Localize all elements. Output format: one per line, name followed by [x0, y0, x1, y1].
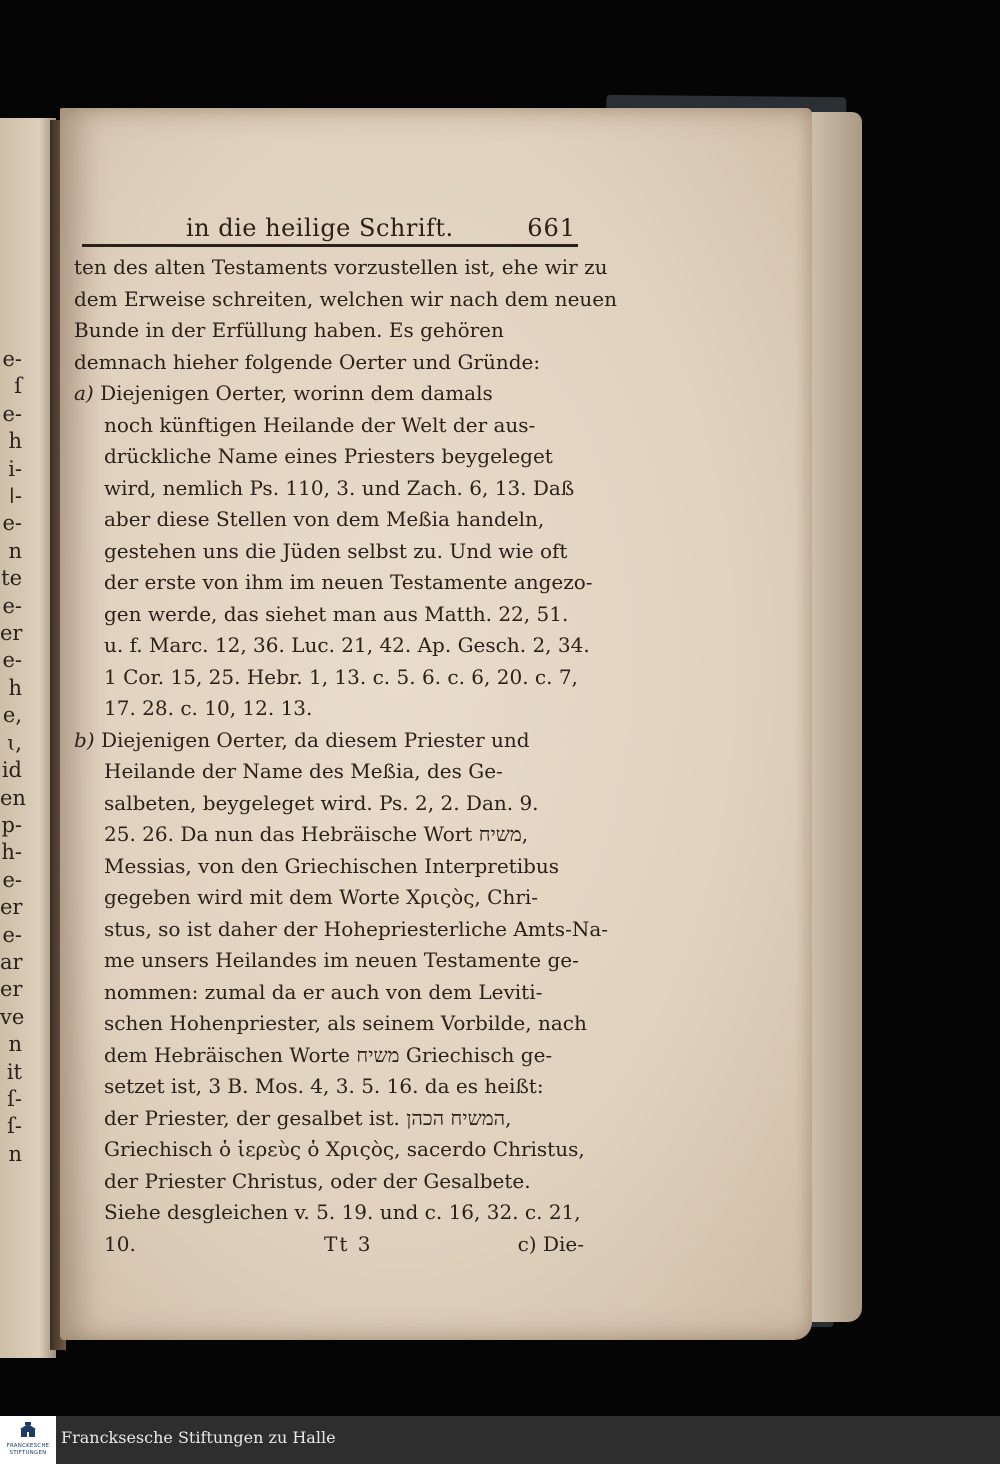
line-text: u. f. Marc. 12, 36. Luc. 21, 42. Ap. Gesch. 2, 34. [104, 633, 590, 657]
line-text: me unsers Heilandes im neuen Testamente ge- [104, 948, 579, 972]
line-text: Siehe desgleichen v. 5. 19. und c. 16, 32. c. 21, [104, 1200, 581, 1224]
text-line [74, 473, 584, 505]
text-line [74, 536, 584, 568]
left-margin-fragment: er [0, 895, 23, 920]
catchword: c) Die- [517, 1231, 584, 1256]
line-text: der Priester, der gesalbet ist. המשיח הכהן, [104, 1105, 512, 1130]
left-margin-fragment: it [6, 1059, 22, 1084]
line-text: 25. 26. Da nun das Hebräische Wort משיח, [104, 822, 529, 846]
left-margin-fragment: ſ- [7, 1114, 22, 1139]
list-marker: b) [74, 727, 95, 752]
left-margin-fragment: h- [1, 840, 22, 865]
page-header [82, 210, 576, 246]
left-margin-fragment: i- [8, 456, 22, 481]
left-margin-fragment: h [8, 429, 22, 454]
line-text: gen werde, das siehet man aus Matth. 22, 51. [104, 601, 569, 626]
text-line [74, 1008, 587, 1040]
left-margin-fragment: en [0, 785, 26, 810]
left-margin-fragment: ɩ, [7, 730, 22, 755]
line-text: Diejenigen Oerter, da diesem Priester und [100, 727, 530, 752]
text-line [74, 630, 590, 662]
left-page-edge [0, 118, 56, 1358]
text-line [74, 977, 584, 1009]
left-margin-fragment: h [8, 675, 22, 700]
line-text: dem Erweise schreiten, welchen wir nach dem neuen [74, 286, 617, 311]
text-line [74, 284, 617, 316]
left-margin-fragment: e- [2, 648, 22, 673]
page-text-block [74, 252, 617, 1260]
left-margin-fragment: n [8, 538, 22, 563]
left-margin-fragment: e, [2, 703, 22, 728]
text-line [74, 1040, 584, 1072]
left-margin-fragment: e- [2, 347, 22, 371]
left-margin-fragment: ar [0, 949, 23, 974]
left-margin-fragment: n [8, 1141, 22, 1166]
left-margin-fragment: ſ- [7, 1086, 22, 1111]
line-text: 17. 28. c. 10, 12. 13. [104, 696, 313, 720]
text-line [74, 693, 584, 725]
left-margin-fragment: ſ [14, 374, 22, 399]
page-footer-row [74, 1229, 584, 1261]
text-line [74, 725, 584, 757]
text-line [74, 1166, 584, 1198]
text-line [74, 347, 584, 379]
left-margin-fragment: e- [2, 593, 22, 618]
line-text: aber diese Stellen von dem Meßia handeln, [104, 507, 545, 531]
list-marker: a) [74, 381, 94, 405]
text-line [74, 945, 584, 977]
line-text: nommen: zumal da er auch von dem Leviti- [104, 979, 543, 1004]
line-text: Messias, von den Griechischen Interpretibus [104, 853, 560, 878]
line-text: salbeten, beygeleget wird. Ps. 2, 2. Dan. 9. [104, 790, 539, 815]
line-text: schen Hohenpriester, als seinem Vorbilde, nach [104, 1011, 587, 1035]
left-margin-fragment: e- [2, 922, 22, 947]
left-margin-fragment: e- [2, 511, 22, 536]
left-margin-fragment: te [1, 566, 22, 591]
text-line [74, 1071, 584, 1103]
left-margin-fragment: ǀ- [8, 484, 22, 509]
line-text: Bunde in der Erfüllung haben. Es gehören [74, 318, 504, 342]
left-margin-fragment: e- [2, 401, 22, 426]
line-text: Heilande der Name des Meßia, des Ge- [104, 759, 503, 783]
line-text: wird, nemlich Ps. 110, 3. und Zach. 6, 13. Daß [104, 475, 575, 500]
line-text: Diejenigen Oerter, worinn dem damals [100, 381, 493, 405]
line-text: drückliche Name eines Priesters beygeleget [104, 444, 553, 468]
left-margin-fragment: id [1, 758, 22, 783]
institution-name: Francksesche Stiftungen zu Halle [61, 1428, 336, 1447]
line-text: setzet ist, 3 B. Mos. 4, 3. 5. 16. da es heißt: [104, 1074, 544, 1098]
signature-mark: Tt 3 [324, 1231, 373, 1256]
text-line [74, 599, 584, 631]
text-line [74, 504, 584, 536]
text-line [74, 252, 608, 284]
line-text: 1 Cor. 15, 25. Hebr. 1, 13. c. 5. 6. c. 6, 20. c. 7, [104, 664, 578, 689]
text-line [74, 441, 584, 473]
left-margin-fragment: er [0, 977, 23, 1002]
line-text: Griechisch ὁ ἱερεὺς ὁ Χριςὸς, sacerdo Christus, [104, 1137, 585, 1161]
institution-logo [0, 1416, 56, 1464]
left-margin-fragment: er [0, 621, 23, 646]
text-line [74, 567, 593, 599]
line-text: ten des alten Testaments vorzustellen ist, ehe wir zu [74, 255, 608, 279]
page-number: 661 [527, 214, 576, 242]
text-line [74, 410, 584, 442]
text-line [74, 756, 584, 788]
text-line [74, 788, 584, 820]
left-margin-fragment: n [8, 1032, 22, 1057]
line-text: der Priester Christus, oder der Gesalbete. [104, 1168, 531, 1193]
text-line [74, 1197, 584, 1229]
building-icon [19, 1422, 37, 1438]
running-title: in die heilige Schrift. [186, 214, 454, 242]
line-text: dem Hebräischen Worte משיח Griechisch ge- [104, 1042, 553, 1067]
line-text: gegeben wird mit dem Worte Χριςὸς, Chri- [104, 885, 539, 909]
left-margin-fragment: p- [1, 812, 22, 837]
left-page-text-fragments [0, 346, 26, 1168]
text-line [74, 819, 584, 851]
text-line [74, 851, 584, 883]
text-line [74, 662, 584, 694]
text-line [74, 315, 584, 347]
text-line [74, 378, 584, 410]
line-text: der erste von ihm im neuen Testamente angezo- [104, 570, 593, 594]
line-text: noch künftigen Heilande der Welt der aus- [104, 412, 536, 437]
text-line [74, 1103, 584, 1135]
left-margin-fragment: ve [0, 1004, 25, 1029]
line-text: stus, so ist daher der Hohepriesterliche Amts-Na- [104, 916, 609, 941]
logo-text: FRANCKESCHE STIFTUNGEN [6, 1443, 50, 1456]
text-line [74, 914, 609, 946]
header-rule [82, 244, 578, 247]
line-text: gestehen uns die Jüden selbst zu. Und wie oft [104, 538, 568, 563]
left-margin-fragment: e- [2, 867, 22, 892]
line-text: demnach hieher folgende Oerter und Gründe: [74, 349, 541, 374]
footer-left-text: 10. [104, 1231, 136, 1256]
text-line [74, 882, 584, 914]
text-line [74, 1134, 584, 1166]
